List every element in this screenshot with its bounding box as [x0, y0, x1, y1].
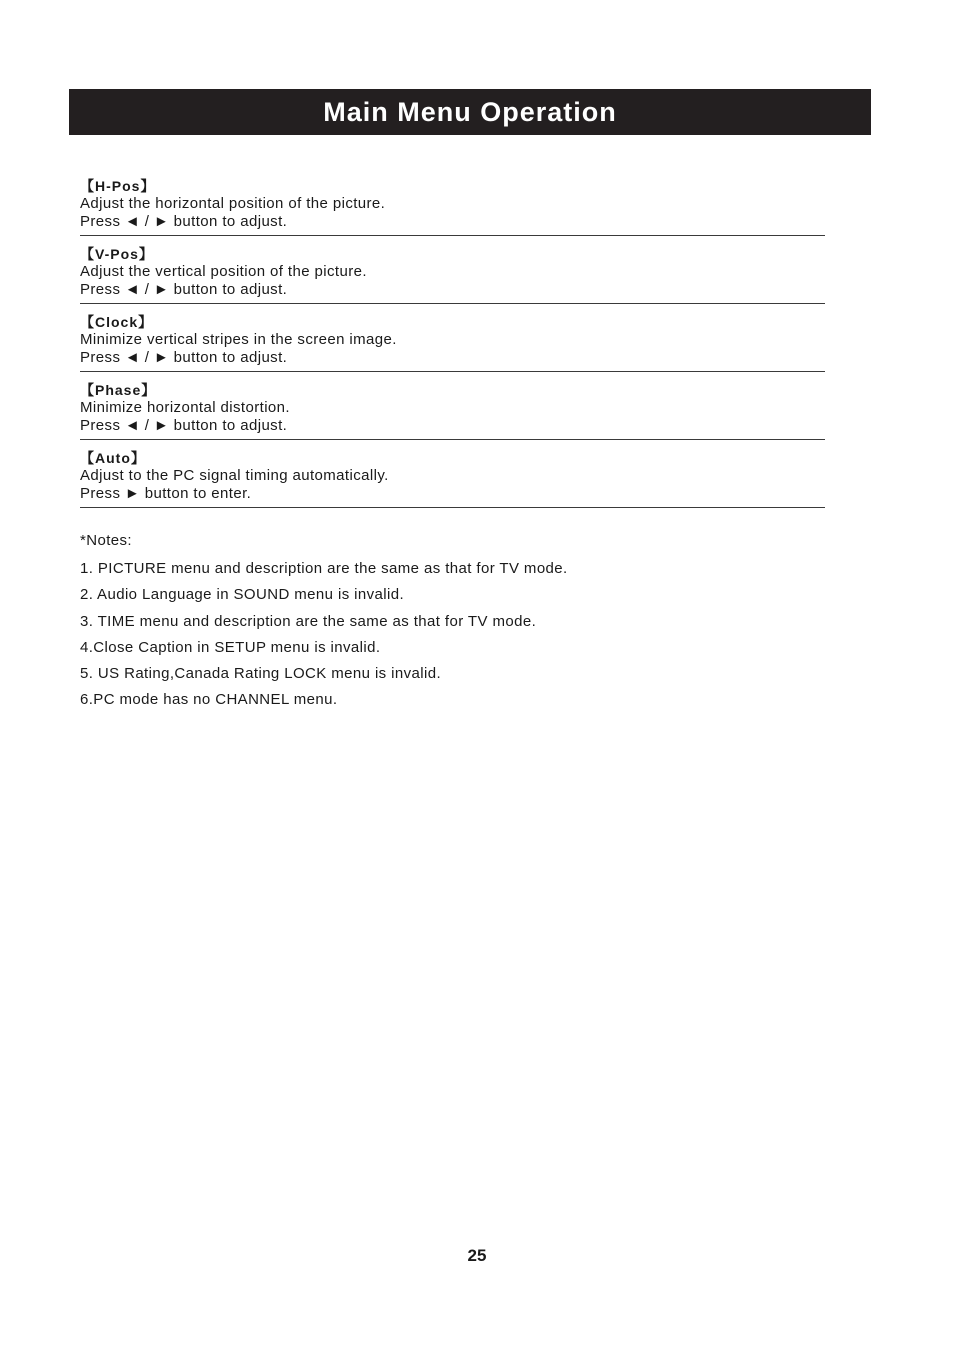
- section-heading: 【Auto】: [80, 450, 146, 466]
- section-instruction: Press ◄ / ► button to adjust.: [80, 280, 288, 298]
- title-bar: [69, 89, 871, 135]
- section-phase: [80, 381, 825, 440]
- section-instruction: Press ◄ / ► button to adjust.: [80, 416, 288, 434]
- section-heading: 【Phase】: [80, 382, 157, 398]
- section-description: Minimize vertical stripes in the screen image.: [80, 331, 397, 348]
- section-description: Adjust the horizontal position of the picture.: [80, 195, 386, 212]
- note-item: 6.PC mode has no CHANNEL menu.: [80, 691, 338, 709]
- page-title: Main Menu Operation: [323, 96, 617, 127]
- section-clock: [80, 313, 825, 372]
- settings-sections: [80, 177, 825, 517]
- section-instruction: Press ◄ / ► button to adjust.: [80, 348, 288, 366]
- notes-block: [80, 530, 825, 714]
- section-description: Minimize horizontal distortion.: [80, 399, 290, 416]
- section-heading: 【Clock】: [80, 314, 154, 330]
- page-number: 25: [467, 1246, 487, 1265]
- section-v-pos: [80, 245, 825, 304]
- note-item: 3. TIME menu and description are the same as that for TV mode.: [80, 612, 537, 630]
- note-item: 5. US Rating,Canada Rating LOCK menu is invalid.: [80, 665, 442, 683]
- section-instruction: Press ► button to enter.: [80, 484, 252, 502]
- section-description: Adjust the vertical position of the picture.: [80, 263, 367, 280]
- section-instruction: Press ◄ / ► button to adjust.: [80, 212, 288, 230]
- note-item: 4.Close Caption in SETUP menu is invalid.: [80, 638, 381, 656]
- section-heading: 【H-Pos】: [80, 178, 156, 194]
- section-description: Adjust to the PC signal timing automatically.: [80, 467, 389, 484]
- note-item: 1. PICTURE menu and description are the same as that for TV mode.: [80, 560, 568, 577]
- section-auto: [80, 449, 825, 508]
- note-item: 2. Audio Language in SOUND menu is invalid.: [80, 586, 405, 604]
- notes-heading: *Notes:: [80, 532, 132, 549]
- section-heading: 【V-Pos】: [80, 246, 154, 262]
- section-h-pos: [80, 177, 825, 236]
